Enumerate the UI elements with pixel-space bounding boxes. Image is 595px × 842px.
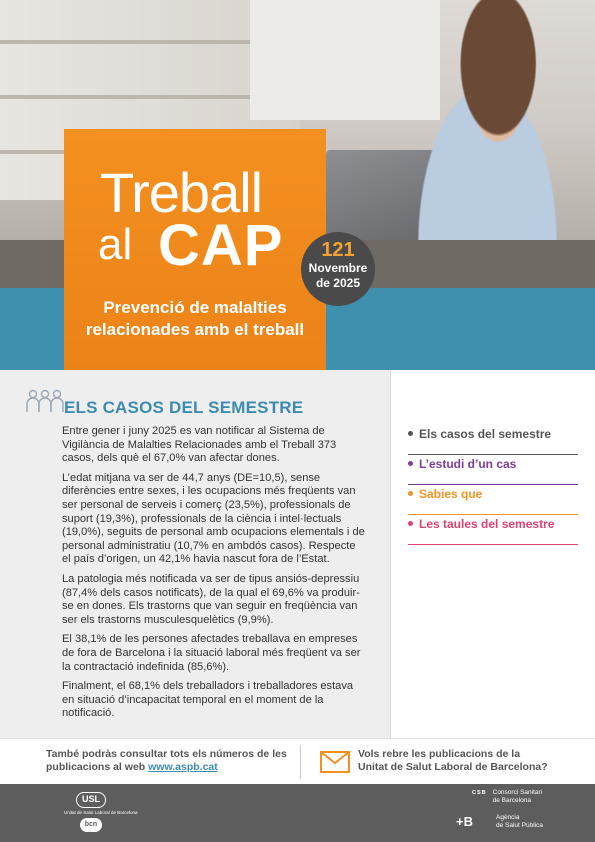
links-bar xyxy=(0,738,595,784)
title-treball: Treball xyxy=(100,161,263,224)
aspb-line1: Agència xyxy=(496,814,520,821)
menu-item-casos[interactable] xyxy=(408,425,578,455)
web-text: També podràs consultar tots els números de les publicacions al web xyxy=(46,748,287,773)
title-al: al xyxy=(98,220,133,269)
csb-line1: Consorci Sanitari xyxy=(492,789,543,796)
menu-item-label: Sabies que xyxy=(419,487,483,501)
issue-badge xyxy=(301,232,375,306)
contents-menu xyxy=(408,425,578,545)
paragraph: La patologia més notificada va ser de tipus ansiós-depressiu (87,4% dels casos notificats), de la qual el 69,6% va produir-se en dones. Els trastorns que van seguir en freqüència van ser els trastorns musculesquelètics (9,9%). xyxy=(62,572,360,626)
aspb-logo xyxy=(456,812,566,834)
subtitle-line2: relacionades amb el treball xyxy=(85,320,305,339)
menu-item-label: Els casos del semestre xyxy=(419,427,552,441)
mail-icon[interactable] xyxy=(320,751,350,773)
paragraph: Entre gener i juny 2025 es van notificar al Sistema de Vigilància de Malalties Relacionades amb el Treball 373 casos, dels què el 67,0% van afectar dones. xyxy=(62,425,337,465)
csb-line2: de Barcelona xyxy=(492,797,531,804)
issue-number: 121 xyxy=(321,239,355,261)
article-body xyxy=(62,425,367,727)
menu-item-label: L’estudi d’un cas xyxy=(419,457,517,471)
footer-bar xyxy=(0,784,595,842)
subtitle xyxy=(64,297,326,341)
people-icon xyxy=(25,388,65,416)
aspb-line2: de Salut Pública xyxy=(496,822,543,829)
aspb-mark: +B xyxy=(456,814,473,829)
article-column xyxy=(0,370,390,738)
menu-item-estudi[interactable] xyxy=(408,455,578,485)
paragraph: Finalment, el 68,1% dels treballadors i treballadores estava en situació d’incapacitat temporal en el moment de la notificació. xyxy=(62,680,354,720)
usl-acronym: USL xyxy=(76,792,106,808)
web-info xyxy=(46,748,296,774)
usl-logo xyxy=(64,792,138,834)
subscribe-text[interactable] xyxy=(358,748,578,774)
issue-month: Novembre xyxy=(308,261,368,275)
csb-acronym: CSB xyxy=(472,790,487,796)
issue-year: de 2025 xyxy=(315,276,361,290)
section-title: ELS CASOS DEL SEMESTRE xyxy=(64,398,304,417)
csb-logo xyxy=(472,789,542,805)
menu-item-taules[interactable] xyxy=(408,515,578,545)
title-block xyxy=(64,129,326,370)
paragraph: L’edat mitjana va ser de 44,7 anys (DE=10,5), sense diferències entre sexes, i les ocupacions més freqüents van ser personal de serveis i comerç (23,5%), professionals de suport (19,3%), professionals de la ciència i intel·lectuals (19,0%), seguits de personal amb ocupacions elementals i de personal administratiu (10,7% en ambdós casos). Respecte el país d’origen, un 42,1% havia nascut fora de l’Estat. xyxy=(62,471,365,566)
subtitle-line1: Prevenció de malalties xyxy=(103,298,287,317)
web-link[interactable]: www.aspb.cat xyxy=(148,761,218,773)
usl-city: bcn xyxy=(80,818,102,832)
subscribe-line2: Unitat de Salut Laboral de Barcelona? xyxy=(358,761,548,773)
menu-item-sabies[interactable] xyxy=(408,485,578,515)
paragraph: El 38,1% de les persones afectades treballava en empreses de fora de Barcelona i la situació laboral més freqüent va ser la contractació indefinida (85,6%). xyxy=(62,633,361,673)
main-content xyxy=(0,370,595,738)
usl-name: Unitat de Salut Laboral de Barcelona xyxy=(64,810,138,815)
title-cap: CAP xyxy=(158,213,284,278)
menu-item-label: Les taules del semestre xyxy=(419,517,555,531)
subscribe-line1: Vols rebre les publicacions de la xyxy=(358,748,521,760)
hero xyxy=(0,0,595,370)
aspb-text xyxy=(496,814,543,830)
divider xyxy=(300,745,301,779)
